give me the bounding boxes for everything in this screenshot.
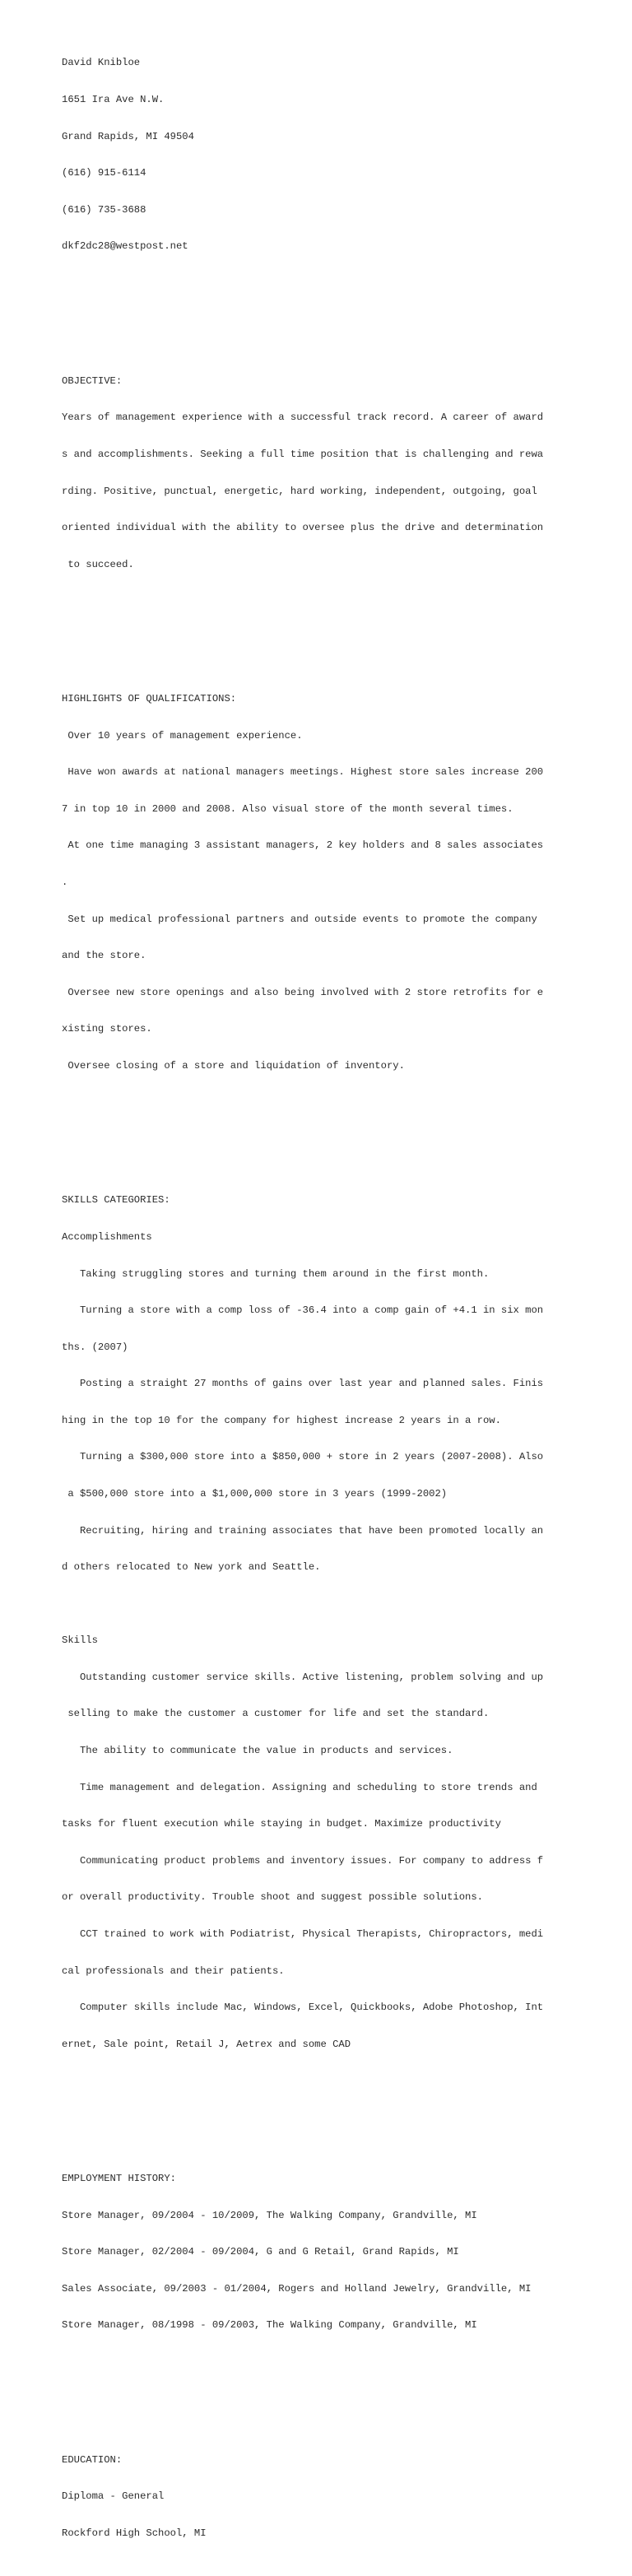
employment-entry: Store Manager, 08/1998 - 09/2003, The Walking Company, Grandville, MI xyxy=(62,2319,477,2332)
accomplishments-line: Turning a store with a comp loss of -36.4 into a comp gain of +4.1 in six mon xyxy=(62,1304,544,1317)
accomplishments-line: ths. (2007) xyxy=(62,1341,128,1353)
accomplishments-line: hing in the top 10 for the company for highest increase 2 years in a row. xyxy=(62,1414,501,1426)
contact-email: dkf2dc28@westpost.net xyxy=(62,240,188,253)
highlights-line: 7 in top 10 in 2000 and 2008. Also visual store of the month several times. xyxy=(62,802,514,815)
accomplishments-line: d others relocated to New york and Seattle. xyxy=(62,1561,321,1574)
skills-line: tasks for fluent execution while staying in budget. Maximize productivity xyxy=(62,1818,501,1830)
blank-line xyxy=(62,1121,621,1133)
skills-line: or overall productivity. Trouble shoot and suggest possible solutions. xyxy=(62,1891,483,1904)
employment-heading: EMPLOYMENT HISTORY: xyxy=(62,2173,176,2185)
accomplishments-line: Turning a $300,000 store into a $850,000 + store in 2 years (2007-2008). Also xyxy=(62,1451,544,1463)
education-school: Rockford High School, MI xyxy=(62,2527,207,2540)
highlights-line: Oversee closing of a store and liquidation of inventory. xyxy=(62,1059,405,1072)
objective-line: oriented individual with the ability to oversee plus the drive and determination xyxy=(62,522,544,534)
employment-section xyxy=(62,2148,621,2356)
skills-line: selling to make the customer a customer for life and set the standard. xyxy=(62,1708,490,1720)
highlights-line: . xyxy=(62,876,68,889)
accomplishments-heading: Accomplishments xyxy=(62,1230,152,1243)
skills-line: ernet, Sale point, Retail J, Aetrex and some CAD xyxy=(62,2038,351,2050)
objective-heading: OBJECTIVE: xyxy=(62,374,123,387)
highlights-line: At one time managing 3 assistant managers, 2 key holders and 8 sales associates xyxy=(62,839,544,852)
objective-section xyxy=(62,351,621,595)
education-heading: EDUCATION: xyxy=(62,2453,123,2466)
accomplishments-line: Recruiting, hiring and training associates that have been promoted locally an xyxy=(62,1524,544,1537)
objective-line: Years of management experience with a successful track record. A career of award xyxy=(62,412,544,424)
employment-entry: Sales Associate, 09/2003 - 01/2004, Rogers and Holland Jewelry, Grandville, MI xyxy=(62,2282,532,2295)
contact-phone-secondary: (616) 735-3688 xyxy=(62,203,146,216)
highlights-line: and the store. xyxy=(62,950,146,962)
contact-block xyxy=(62,33,621,277)
blank-line xyxy=(62,2381,621,2393)
highlights-line: Set up medical professional partners and outside events to promote the company xyxy=(62,913,537,925)
objective-line: rding. Positive, punctual, energetic, hard working, independent, outgoing, goal xyxy=(62,485,537,497)
skills-line: Outstanding customer service skills. Active listening, problem solving and up xyxy=(62,1671,544,1683)
employment-entry: Store Manager, 02/2004 - 09/2004, G and G Retail, Grand Rapids, MI xyxy=(62,2246,459,2258)
blank-line xyxy=(62,620,621,632)
highlights-section xyxy=(62,668,621,1096)
skills-line: cal professionals and their patients. xyxy=(62,1965,285,1977)
employment-entry: Store Manager, 09/2004 - 10/2009, The Walking Company, Grandville, MI xyxy=(62,2209,477,2221)
skills-categories-section xyxy=(62,1170,621,2076)
highlights-line: Over 10 years of management experience. xyxy=(62,729,303,742)
skills-line: Computer skills include Mac, Windows, Excel, Quickbooks, Adobe Photoshop, Int xyxy=(62,2002,544,2014)
skills-line: CCT trained to work with Podiatrist, Physical Therapists, Chiropractors, medi xyxy=(62,1927,544,1940)
education-diploma: Diploma - General xyxy=(62,2490,165,2503)
contact-name: David Knibloe xyxy=(62,57,141,69)
blank-line xyxy=(62,1598,621,1611)
skills-line: Communicating product problems and inventory issues. For company to address f xyxy=(62,1854,544,1867)
accomplishments-line: a $500,000 store into a $1,000,000 store in 3 years (1999-2002) xyxy=(62,1487,448,1500)
education-section xyxy=(62,2430,621,2564)
skills-line: The ability to communicate the value in products and services. xyxy=(62,1745,453,1757)
skills-line: Time management and delegation. Assigning and scheduling to store trends and xyxy=(62,1781,537,1793)
highlights-line: Have won awards at national managers meetings. Highest store sales increase 200 xyxy=(62,766,544,779)
objective-line: to succeed. xyxy=(62,558,134,570)
highlights-heading: HIGHLIGHTS OF QUALIFICATIONS: xyxy=(62,693,237,705)
blank-line xyxy=(62,302,621,314)
accomplishments-line: Taking struggling stores and turning them around in the first month. xyxy=(62,1267,490,1280)
contact-address: 1651 Ira Ave N.W. xyxy=(62,94,165,106)
skills-categories-heading: SKILLS CATEGORIES: xyxy=(62,1194,170,1207)
contact-city: Grand Rapids, MI 49504 xyxy=(62,130,194,142)
skills-heading: Skills xyxy=(62,1634,98,1647)
resume-document xyxy=(62,8,621,2576)
contact-phone-primary: (616) 915-6114 xyxy=(62,167,146,179)
accomplishments-line: Posting a straight 27 months of gains over last year and planned sales. Finis xyxy=(62,1378,544,1390)
blank-line xyxy=(62,2099,621,2112)
highlights-line: Oversee new store openings and also being involved with 2 store retrofits for e xyxy=(62,986,544,998)
objective-line: s and accomplishments. Seeking a full time position that is challenging and rewa xyxy=(62,448,544,460)
highlights-line: xisting stores. xyxy=(62,1023,152,1035)
